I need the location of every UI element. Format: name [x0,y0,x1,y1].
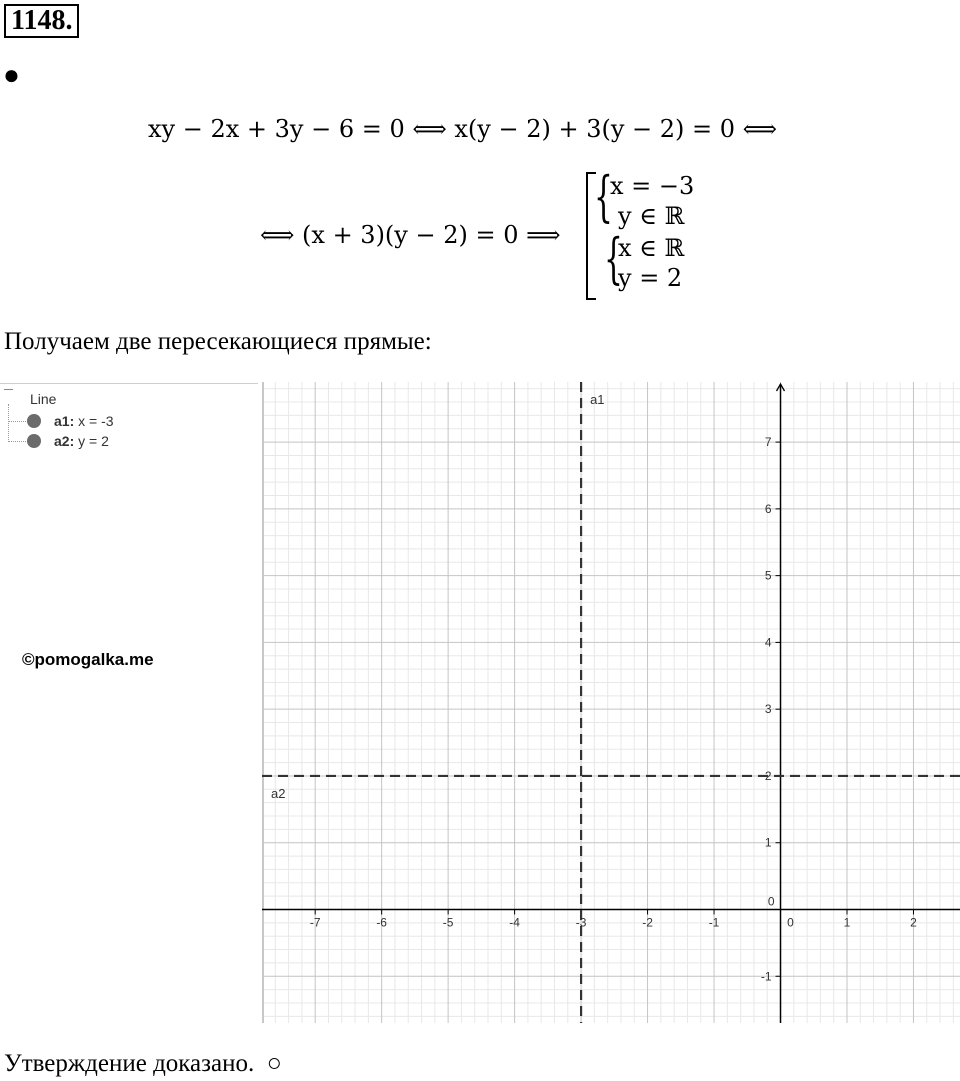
equation-line-1: xy − 2x + 3y − 6 = 0 ⟺ x(y − 2) + 3(y − 2) = 0 ⟺ [148,115,778,143]
coordinate-plot[interactable] [262,382,960,1023]
line-label-a1: a1 [590,392,605,407]
x-tick-label: -2 [642,915,653,930]
tree-branch [8,441,26,442]
y-tick-label: 2 [764,768,772,783]
x-tick-label: -4 [509,915,520,930]
system2-line2: y = 2 [618,264,683,292]
y-tick-label: 7 [764,435,772,450]
object-name: a1: [54,413,75,429]
x-tick-label: -7 [309,915,321,930]
y-tick-label: 3 [764,702,772,717]
x-tick-label: -6 [376,915,387,930]
conclusion-text: Утверждение доказано. [4,1050,255,1077]
visibility-dot-icon[interactable] [27,414,41,428]
conclusion [4,1050,282,1078]
curly-brace-2: { [604,227,623,290]
algebra-header: Line [30,391,57,407]
y-tick-label: 0 [767,894,775,909]
y-tick-label: 4 [764,635,772,650]
object-name: a2: [54,433,75,449]
x-tick-label: -5 [442,915,454,930]
visibility-dot-icon[interactable] [27,434,41,448]
y-tick-label: 1 [764,835,772,850]
object-definition: x = -3 [74,413,114,429]
intro-text: Получаем две пересекающиеся прямые: [4,328,432,355]
graphics-view[interactable] [262,382,960,1023]
x-tick-label: -1 [708,915,720,930]
system1-line2: y ∈ ℝ [618,202,685,230]
system1-line1: x = −3 [610,172,695,200]
x-tick-label: 1 [843,915,851,930]
solution-set-bracket [586,165,726,298]
collapse-icon[interactable] [4,389,13,390]
tree-branch [8,421,26,422]
algebra-item-label [54,433,109,449]
algebra-view [0,382,258,472]
curly-brace-1: { [594,165,613,228]
problem-number: 1148. [4,4,79,38]
line-label-a2: a2 [271,785,286,801]
algebra-top-divider [0,383,258,384]
x-tick-label: -3 [575,915,587,930]
x-tick-label: 0 [787,915,794,930]
watermark: ©pomogalka.me [22,650,154,669]
end-mark-icon: ○ [266,1050,282,1077]
system2-line1: x ∈ ℝ [618,234,685,262]
equation-line-2: ⟺ (x + 3)(y − 2) = 0 ⟹ [260,221,561,249]
x-tick-label: 2 [910,915,917,930]
y-tick-label: 5 [764,568,772,583]
bullet-marker: ● [3,60,20,91]
y-tick-label: -1 [760,969,772,984]
y-tick-label: 6 [764,501,772,516]
tree-connector [8,404,9,440]
algebra-item-label [54,413,114,429]
object-definition: y = 2 [74,433,109,449]
